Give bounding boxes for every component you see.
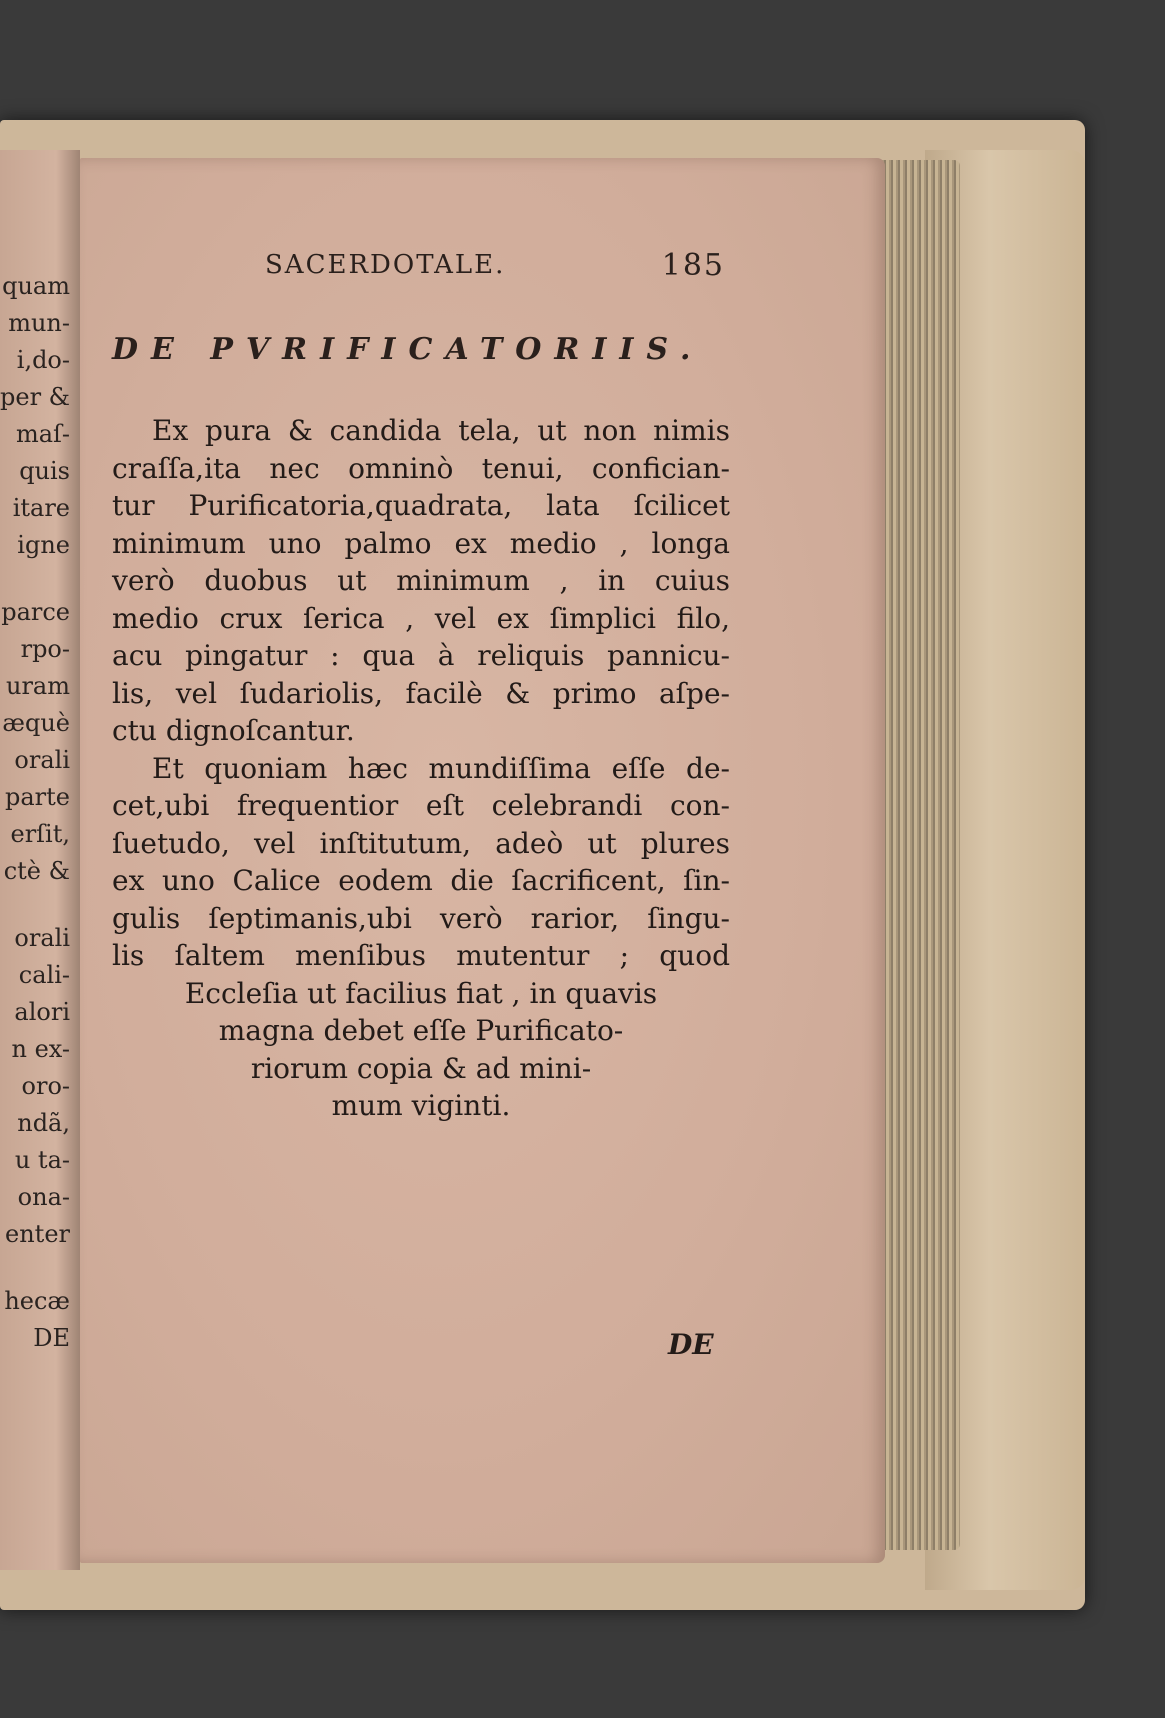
running-head	[265, 250, 725, 290]
left-page-line: DE	[33, 1324, 70, 1352]
text-line: tur Purificatoria,quadrata, lata ſcilicet	[112, 489, 730, 522]
text-line: magna debet eſſe Purificato-	[218, 1014, 624, 1047]
left-page-line: hecæ	[4, 1287, 70, 1315]
text-line: Et quoniam hæc mundiſſima eſſe de-	[152, 751, 730, 785]
left-page-line: ndã,	[17, 1109, 70, 1137]
left-page-line: igne	[17, 531, 70, 559]
text-line: craſſa,ita nec omninò tenui, confician-	[112, 451, 730, 485]
left-page-line: maſ-	[15, 420, 70, 448]
text-line: ex uno Calice eodem die ſacrificent, ſin-	[112, 864, 730, 897]
line-gap	[0, 1253, 70, 1283]
text-line: verò duobus ut minimum , in cuius	[112, 564, 730, 597]
left-page-line: itare	[12, 494, 70, 522]
line-gap	[0, 564, 70, 594]
text-line: mum viginti.	[331, 1089, 511, 1122]
text-line: medio crux ſerica , vel ex ſimplici filo,	[112, 601, 730, 635]
left-page-line: æquè	[2, 709, 70, 737]
left-page-line: n ex-	[11, 1035, 70, 1063]
text-line: cet,ubi frequentior eſt celebrandi con-	[112, 789, 730, 822]
text-line: gulis ſeptimanis,ubi verò rarior, ſingu-	[112, 901, 730, 935]
running-head-title: SACERDOTALE.	[265, 250, 506, 280]
text-line: minimum uno palmo ex medio , longa	[112, 526, 730, 560]
left-page-line: oro-	[21, 1072, 70, 1100]
left-page-line: alori	[14, 998, 70, 1026]
left-page-line: u ta-	[14, 1146, 70, 1174]
left-page-line: mun-	[8, 309, 70, 337]
text-line: riorum copia & ad mini-	[250, 1051, 592, 1085]
text-line: ctu dignoſcantur.	[112, 714, 355, 747]
left-page-line: orali	[14, 746, 70, 774]
left-page-line: rpo-	[20, 635, 70, 663]
text-line: Ex pura & candida tela, ut non nimis	[152, 414, 730, 447]
left-page-text	[0, 268, 70, 1357]
text-line: acu pingatur : qua à reliquis pannicu-	[112, 639, 730, 672]
text-line: lis ſaltem menſibus mutentur ; quod	[112, 939, 730, 972]
left-page-line: enter	[5, 1220, 70, 1248]
body-text	[112, 412, 730, 1125]
left-page-line: per &	[0, 383, 70, 411]
section-heading: DE PVRIFICATORIIS.	[112, 332, 704, 367]
left-page-line: uram	[6, 672, 70, 700]
page-number: 185	[661, 248, 725, 283]
left-page-line: ctè &	[3, 857, 70, 885]
left-page-line: ona-	[17, 1183, 70, 1211]
line-gap	[0, 890, 70, 920]
left-page-line: quam	[2, 272, 70, 300]
left-page-line: quis	[19, 457, 70, 485]
catchword: DE	[668, 1328, 714, 1361]
left-page-line: cali-	[18, 961, 70, 989]
left-page-line: erſit,	[10, 820, 70, 848]
text-line: Eccleſia ut facilius fiat , in quavis	[184, 976, 658, 1010]
text-line: ſuetudo, vel inſtitutum, adeò ut plures	[112, 826, 730, 860]
text-line: lis, vel ſudariolis, facilè & primo aſpe-	[112, 676, 730, 710]
left-page-line: i,do-	[16, 346, 70, 374]
left-page-line: parte	[5, 783, 70, 811]
left-page-line: parce	[1, 598, 70, 626]
left-page-line: orali	[14, 924, 70, 952]
